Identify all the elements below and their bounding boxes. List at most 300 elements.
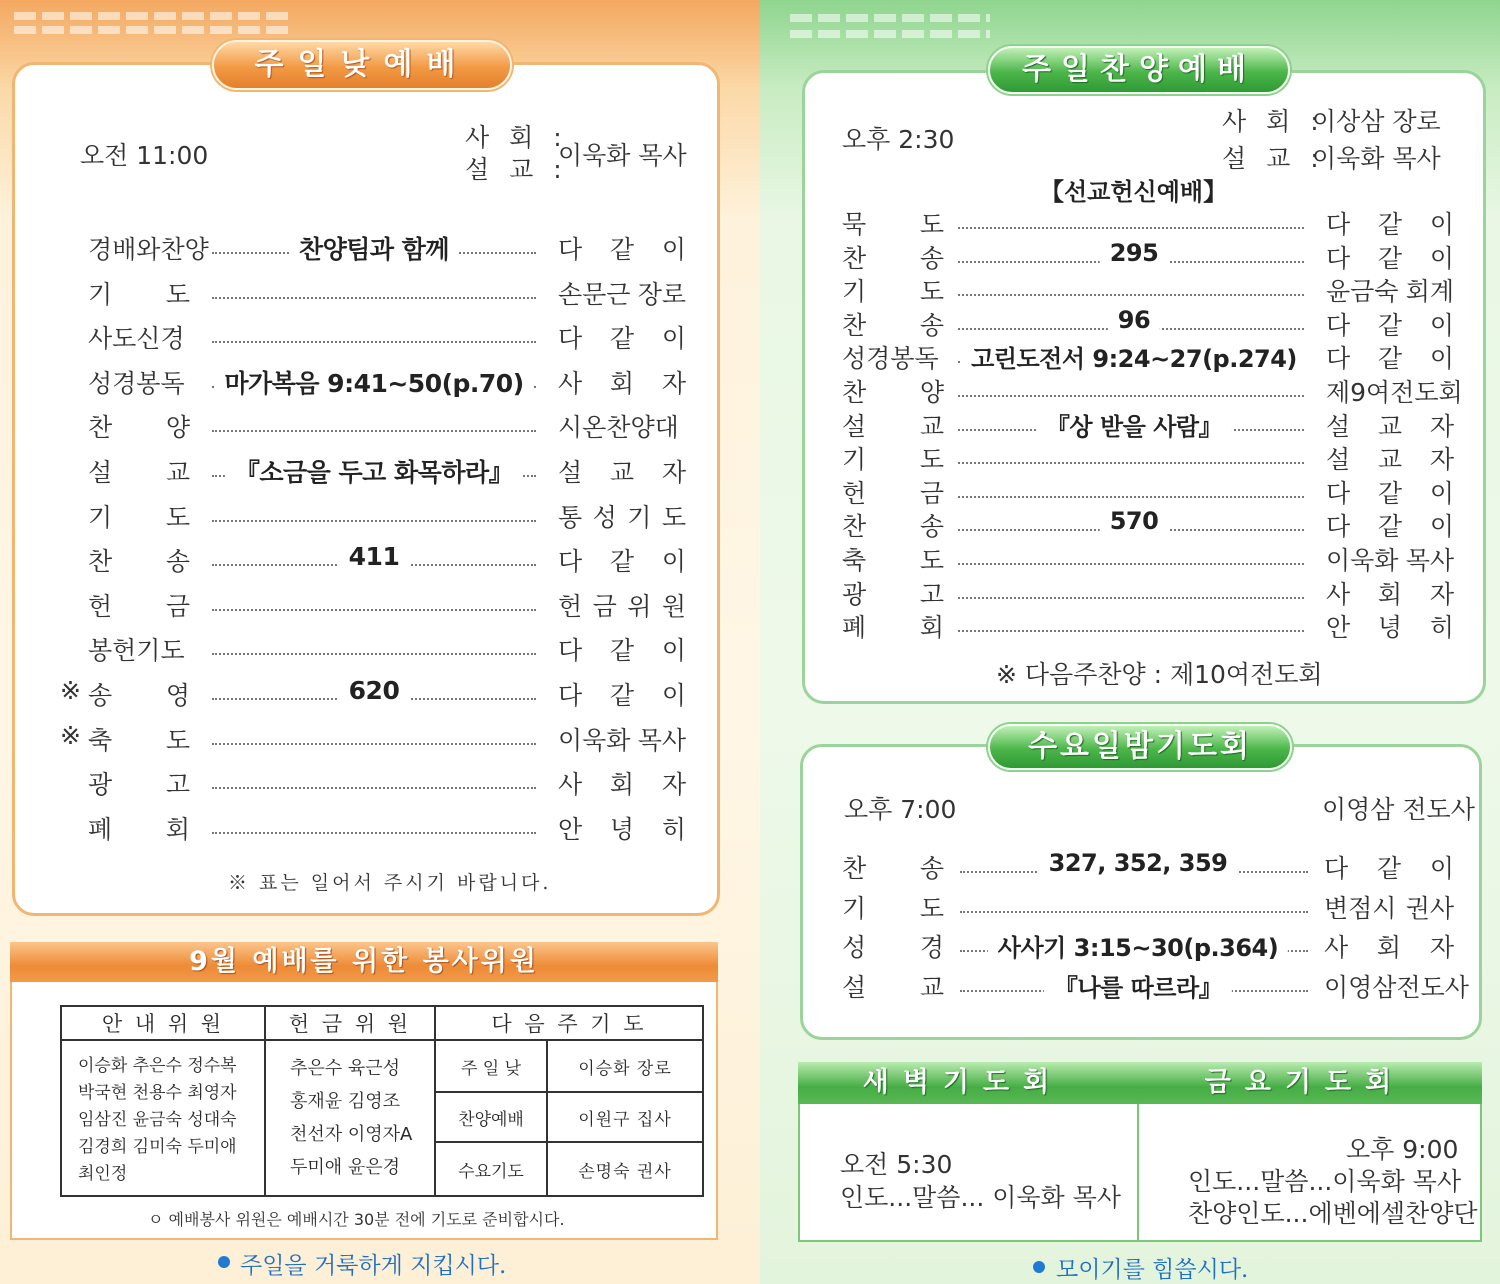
word: 이: [1429, 243, 1454, 273]
friday-time: 오후 9:00: [1346, 1135, 1459, 1164]
service-item-name-text: [88, 810, 190, 846]
word: 기: [627, 502, 652, 532]
service-item-detail: 사사기 3:15~30(p.364): [988, 928, 1288, 963]
word: 고: [165, 770, 190, 800]
word: 다: [558, 324, 583, 354]
dotted-leader: [212, 832, 536, 834]
service-item-name: [842, 373, 944, 409]
service-item-detail: 327, 352, 359: [1039, 849, 1238, 877]
service-item-name-text: [842, 575, 944, 611]
word: 찬: [88, 547, 113, 577]
dotted-leader: [958, 597, 1304, 599]
offering-row: 천선자 이영자A: [290, 1124, 413, 1145]
service-item-name-text: [842, 205, 944, 241]
service-item-person-text: [1326, 507, 1454, 543]
word: 이: [1429, 512, 1454, 542]
guides-cell: [61, 1040, 265, 1196]
word: 도: [165, 725, 190, 755]
service-item-name: [88, 765, 190, 801]
service-item-person: [558, 631, 686, 667]
service-item-person: [1326, 373, 1463, 409]
service-item-person: [558, 364, 686, 400]
service-item-name-text: [842, 541, 944, 577]
service-item-detail: 고린도전서 9:24~27(p.274): [961, 339, 1307, 374]
service-item-person: [1326, 306, 1454, 342]
service-item-person-text: [1326, 575, 1454, 611]
header-offering: 헌 금 위 원: [265, 1006, 435, 1040]
service-item-person: [558, 676, 686, 712]
service-item-person: [558, 275, 686, 311]
offering-cell: [265, 1040, 435, 1196]
service-item-person-text: [1324, 968, 1469, 1004]
service-item-name-text: [88, 453, 190, 489]
dotted-leader: [212, 520, 536, 522]
service-item-person-text: [558, 721, 686, 757]
word: 목사: [637, 725, 686, 755]
word: 히: [661, 814, 686, 844]
word: 안: [558, 814, 583, 844]
word: 다: [1326, 243, 1351, 273]
word: 통: [558, 502, 583, 532]
service-item-name: [842, 474, 944, 510]
service-item-name: [842, 507, 944, 543]
dotted-leader: [958, 462, 1304, 464]
word: 다: [1326, 478, 1351, 508]
dotted-leader: [212, 787, 536, 789]
service-item-name: [842, 440, 944, 476]
word: 다: [1326, 210, 1351, 239]
role-label: 설 교 :: [1222, 144, 1325, 173]
service-item-person-text: [1326, 407, 1454, 443]
service-item-name-text: [842, 239, 944, 275]
word: 같: [1377, 344, 1403, 374]
service-item-detail: 96: [1108, 306, 1160, 334]
word: 도: [661, 502, 686, 532]
service-item-person-text: [1324, 928, 1454, 964]
word: 성: [592, 502, 617, 532]
service-item-person-text: 제9여전도회: [1326, 378, 1463, 407]
preacher-name: 이욱화 목사: [558, 141, 687, 170]
service-item-name-text: 경배와찬양: [88, 235, 209, 264]
word: 같: [609, 636, 635, 666]
word: 회계: [1405, 277, 1454, 307]
volunteers-table: [60, 1005, 704, 1197]
standing-mark: ※: [60, 720, 81, 750]
word: 다: [1326, 512, 1351, 542]
service-item-person-text: [558, 453, 686, 489]
service-item-name: [842, 849, 944, 885]
word: 변점시: [1324, 893, 1397, 923]
guide-row: 박국현 천용수 최영자: [78, 1082, 237, 1103]
dotted-leader: [960, 911, 1308, 913]
sunday-morning-title: 주일낮예배: [212, 40, 512, 90]
word: 설: [1326, 411, 1351, 441]
prayer-service: 수요기도: [435, 1142, 547, 1196]
word: 도: [919, 445, 944, 475]
word: 양: [165, 413, 190, 443]
word: 설: [1326, 445, 1351, 475]
word: 송: [919, 512, 944, 542]
service-item-person-text: [1324, 889, 1454, 925]
service-item-name: [842, 407, 944, 443]
service-item-name-text: [842, 889, 944, 925]
word: 기: [842, 277, 867, 307]
word: 이: [1429, 344, 1454, 374]
service-item-name: [88, 498, 190, 534]
service-item-name: [842, 575, 944, 611]
word: 안: [1326, 613, 1351, 643]
service-item-person: [1326, 339, 1454, 375]
friday-title: 금요기도회: [1204, 1067, 1406, 1098]
prayer-person: 이원구 집사: [547, 1092, 703, 1142]
decor-stripe: [790, 14, 990, 22]
service-item-name: [88, 587, 190, 623]
service-item-name-text: [842, 272, 944, 308]
service-item-person: [558, 319, 686, 355]
prayer-person: 손명숙 권사: [547, 1142, 703, 1196]
word: 사: [1326, 579, 1351, 609]
service-item-person-text: [558, 587, 686, 623]
word: 송: [919, 243, 944, 273]
word: 찬: [842, 512, 867, 542]
service-item-name-text: [88, 721, 190, 757]
word: 회: [1377, 579, 1403, 609]
word: 축: [842, 546, 867, 575]
word: 회: [1376, 933, 1402, 962]
dawn-detail: 인도...말씀... 이욱화 목사: [840, 1183, 1121, 1212]
service-item-person-text: [558, 319, 686, 355]
service-item-person: [1326, 474, 1454, 510]
word: 윤금숙: [1326, 277, 1399, 307]
word: 이: [1429, 854, 1454, 883]
word: 송: [919, 310, 944, 340]
friday-detail: 인도...말씀...이욱화 목사: [1188, 1167, 1461, 1196]
service-item-person-text: [558, 676, 686, 712]
service-item-person: [558, 765, 686, 801]
dawn-time: 오전 5:30: [840, 1150, 953, 1179]
service-item-person-text: [1326, 474, 1454, 510]
bullet-icon: [1033, 1261, 1045, 1273]
service-item-name: [842, 239, 944, 275]
service-item-person: [558, 542, 686, 578]
word: 송: [88, 681, 113, 710]
word: 도: [919, 546, 944, 575]
word: 같: [1376, 854, 1402, 883]
service-item-person: [1326, 507, 1454, 543]
role-label: 사 회 :: [1222, 107, 1325, 136]
word: 자: [661, 770, 686, 800]
service-item-person: [1324, 928, 1454, 964]
service-item-person: [1324, 889, 1454, 925]
word: 도: [919, 210, 944, 239]
word: 금: [165, 591, 190, 621]
service-item-person-text: [558, 230, 686, 266]
word: 도: [165, 279, 190, 309]
word: 양: [919, 378, 944, 407]
bullet-icon: [218, 1256, 230, 1268]
word: 교: [165, 458, 190, 487]
service-item-detail: 295: [1100, 239, 1169, 267]
word: 녕: [1377, 613, 1403, 643]
word: 같: [1377, 310, 1403, 340]
service-item-person: [1326, 440, 1454, 476]
word: 같: [1377, 512, 1403, 542]
word: 헌: [88, 591, 113, 621]
word: 기: [88, 502, 113, 532]
dotted-leader: [212, 609, 536, 611]
word: 교: [1377, 445, 1403, 475]
service-item-person-text: [558, 542, 686, 578]
service-item-name: [842, 889, 944, 925]
word: 교: [1377, 411, 1403, 441]
service-item-name: [88, 408, 190, 444]
service-item-person-text: [558, 498, 686, 534]
word: 자: [1429, 411, 1454, 441]
word: 도: [919, 893, 944, 923]
service-item-person: [558, 408, 686, 444]
service-item-name-text: [842, 928, 944, 964]
word: 자: [1429, 579, 1454, 609]
dotted-leader: [212, 653, 536, 655]
word: 송: [919, 854, 944, 883]
service-item-name-text: [842, 968, 944, 1004]
word: 사: [558, 770, 583, 800]
dotted-leader: [958, 294, 1304, 296]
service-item-person: [1326, 608, 1454, 644]
word: 설: [842, 972, 867, 1002]
sunday-praise-title: 주일찬양예배: [988, 46, 1290, 94]
word: 목사: [1405, 546, 1454, 575]
prayer-person: 이승화 장로: [547, 1040, 703, 1092]
service-item-name: [88, 721, 190, 757]
header-guides: 안 내 위 원: [61, 1006, 265, 1040]
service-item-person: [1326, 575, 1454, 611]
dawn-title: 새벽기도회: [862, 1067, 1064, 1098]
word: 이: [1429, 210, 1454, 239]
word: 회: [165, 814, 190, 844]
word: 다: [558, 636, 583, 666]
word: 고: [919, 579, 944, 609]
friday-detail: 찬양인도...에벤에셀찬양단: [1188, 1199, 1478, 1228]
word: 회: [919, 613, 944, 643]
word: 찬: [842, 854, 867, 883]
word: 폐: [842, 613, 867, 643]
word: 영: [165, 681, 190, 710]
word: 헌: [558, 591, 583, 621]
service-item-name: [842, 928, 944, 964]
left-footer-slogan: 주일을 거룩하게 지킵시다.: [240, 1253, 507, 1279]
dotted-leader: [212, 430, 536, 432]
service-item-person-text: [558, 364, 686, 400]
service-item-name-text: [842, 373, 944, 409]
word: 전도사: [1396, 972, 1469, 1002]
word: 히: [1429, 613, 1454, 643]
service-item-name-text: [88, 408, 190, 444]
service-item-person: [1326, 541, 1454, 577]
word: 사: [558, 368, 583, 398]
service-item-person: [558, 587, 686, 623]
service-item-detail: 마가복음 9:41~50(p.70): [214, 364, 533, 400]
service-item-name-text: [842, 474, 944, 510]
word: 같: [609, 547, 635, 577]
service-item-person-text: [558, 275, 686, 311]
guide-row: 임삼진 윤금숙 성대숙: [78, 1109, 237, 1130]
word: 회: [609, 770, 635, 800]
service-item-detail: 『소금을 두고 화목하라』: [225, 453, 523, 489]
word: 경: [919, 933, 944, 962]
word: 같: [609, 324, 635, 354]
service-item-name: [88, 275, 190, 311]
prayer-service: 찬양예배: [435, 1092, 547, 1142]
service-item-name-text: 봉헌기도: [88, 636, 185, 666]
service-item-name-text: [842, 440, 944, 476]
service-item-name: [842, 968, 944, 1004]
word: 이욱화: [1326, 546, 1399, 575]
service-item-name: [842, 272, 944, 308]
word: 성: [842, 933, 867, 962]
word: 권사: [1405, 893, 1454, 923]
word: 도: [919, 277, 944, 307]
word: 교: [609, 458, 635, 487]
service-item-detail: 570: [1100, 507, 1169, 535]
role-label: 사 회 :: [465, 123, 568, 152]
service-item-person: [1326, 205, 1454, 241]
service-item-person-text: [1326, 608, 1454, 644]
service-item-name-text: 성경봉독: [842, 344, 939, 374]
guide-row: 이승화 추은수 정수복: [78, 1055, 237, 1076]
word: 찬: [88, 413, 113, 443]
service-item-name: [842, 541, 944, 577]
leader-name: 이영삼 전도사: [1322, 795, 1475, 824]
service-item-person-text: [1326, 306, 1454, 342]
word: 기: [88, 279, 113, 309]
service-time: 오후 2:30: [842, 125, 955, 154]
service-item-person: [1324, 849, 1454, 885]
dotted-leader: [958, 496, 1304, 498]
service-item-name: [88, 364, 190, 400]
word: 다: [1324, 854, 1349, 883]
service-item-person-text: [1324, 849, 1454, 885]
service-item-name-text: [88, 676, 190, 712]
service-item-detail: 620: [339, 676, 410, 705]
service-item-person-text: [558, 765, 686, 801]
word: 자: [1429, 933, 1454, 962]
service-item-person: [558, 810, 686, 846]
word: 광: [88, 770, 113, 800]
word: 기: [842, 893, 867, 923]
service-item-name-text: [842, 608, 944, 644]
dotted-leader: [212, 297, 536, 299]
offering-row: 홍재윤 김영조: [290, 1091, 401, 1112]
word: 위: [627, 591, 652, 621]
service-item-person: [1326, 272, 1454, 308]
volunteers-title: 9월 예배를 위한 봉사위원: [10, 942, 718, 982]
service-item-name: [88, 542, 190, 578]
word: 이: [661, 681, 686, 710]
word: 다: [558, 235, 583, 264]
service-item-name: [842, 205, 944, 241]
word: 교: [919, 972, 944, 1002]
service-item-detail: 『상 받을 사람』: [1036, 407, 1232, 442]
service-item-name: [842, 306, 944, 342]
service-item-person: [558, 498, 686, 534]
word: 다: [1326, 344, 1351, 374]
word: 자: [1429, 445, 1454, 475]
word: 회: [609, 368, 635, 398]
preacher-name: 이욱화 목사: [1312, 144, 1441, 173]
guide-row: 김경희 김미숙 두미애: [78, 1136, 237, 1157]
divider: [1137, 1104, 1139, 1242]
service-item-name: [88, 230, 209, 266]
service-item-name: [842, 608, 944, 644]
word: 설: [842, 411, 867, 441]
word: 금: [592, 591, 617, 621]
word: 같: [609, 235, 635, 264]
service-item-name-text: [88, 765, 190, 801]
word: 녕: [609, 814, 635, 844]
decor-stripe: [790, 30, 990, 38]
word: 송: [165, 547, 190, 577]
word: 손문근: [558, 279, 631, 309]
service-item-name-text: [842, 407, 944, 443]
offering-row: 추은수 육근성: [290, 1058, 401, 1079]
dotted-leader: [212, 743, 536, 745]
word: 찬: [842, 310, 867, 340]
word: 이: [661, 547, 686, 577]
decor-stripe: [14, 12, 294, 20]
word: 다: [558, 681, 583, 710]
service-item-person-text: [1326, 541, 1454, 577]
service-item-person-text: [1326, 339, 1454, 375]
word: 폐: [88, 814, 113, 844]
word: 이: [661, 235, 686, 264]
offering-row: 두미애 윤은경: [290, 1157, 401, 1178]
word: 광: [842, 579, 867, 609]
word: 사: [1324, 933, 1349, 962]
service-item-name: [88, 453, 190, 489]
word: 다: [558, 547, 583, 577]
word: 이: [1429, 478, 1454, 508]
word: 찬: [842, 243, 867, 273]
service-item-detail: 411: [339, 542, 410, 571]
guide-row: 최인정: [78, 1163, 128, 1184]
word: 묵: [842, 210, 867, 239]
header-next-prayer: 다 음 주 기 도: [435, 1006, 703, 1040]
service-item-person-text: [558, 631, 686, 667]
next-week-note: ※ 다음주찬양 : 제10여전도회: [996, 660, 1323, 689]
presider-name: 이상삼 장로: [1312, 107, 1441, 136]
service-item-name-text: [842, 306, 944, 342]
dotted-leader: [958, 630, 1304, 632]
word: 금: [919, 478, 944, 508]
word: 이: [661, 324, 686, 354]
dotted-leader: [212, 341, 536, 343]
service-item-person: [1324, 968, 1469, 1004]
service-item-name: [842, 339, 944, 375]
word: 기: [842, 445, 867, 475]
word: 도: [165, 502, 190, 532]
word: 교: [919, 411, 944, 441]
word: 찬: [842, 378, 867, 407]
word: 축: [88, 725, 113, 755]
service-item-name-text: [842, 849, 944, 885]
service-item-person-text: [1326, 272, 1454, 308]
dotted-leader: [958, 563, 1304, 565]
word: 원: [661, 591, 686, 621]
word: 자: [661, 458, 686, 487]
service-item-name: [88, 810, 190, 846]
word: 장로: [637, 279, 686, 309]
